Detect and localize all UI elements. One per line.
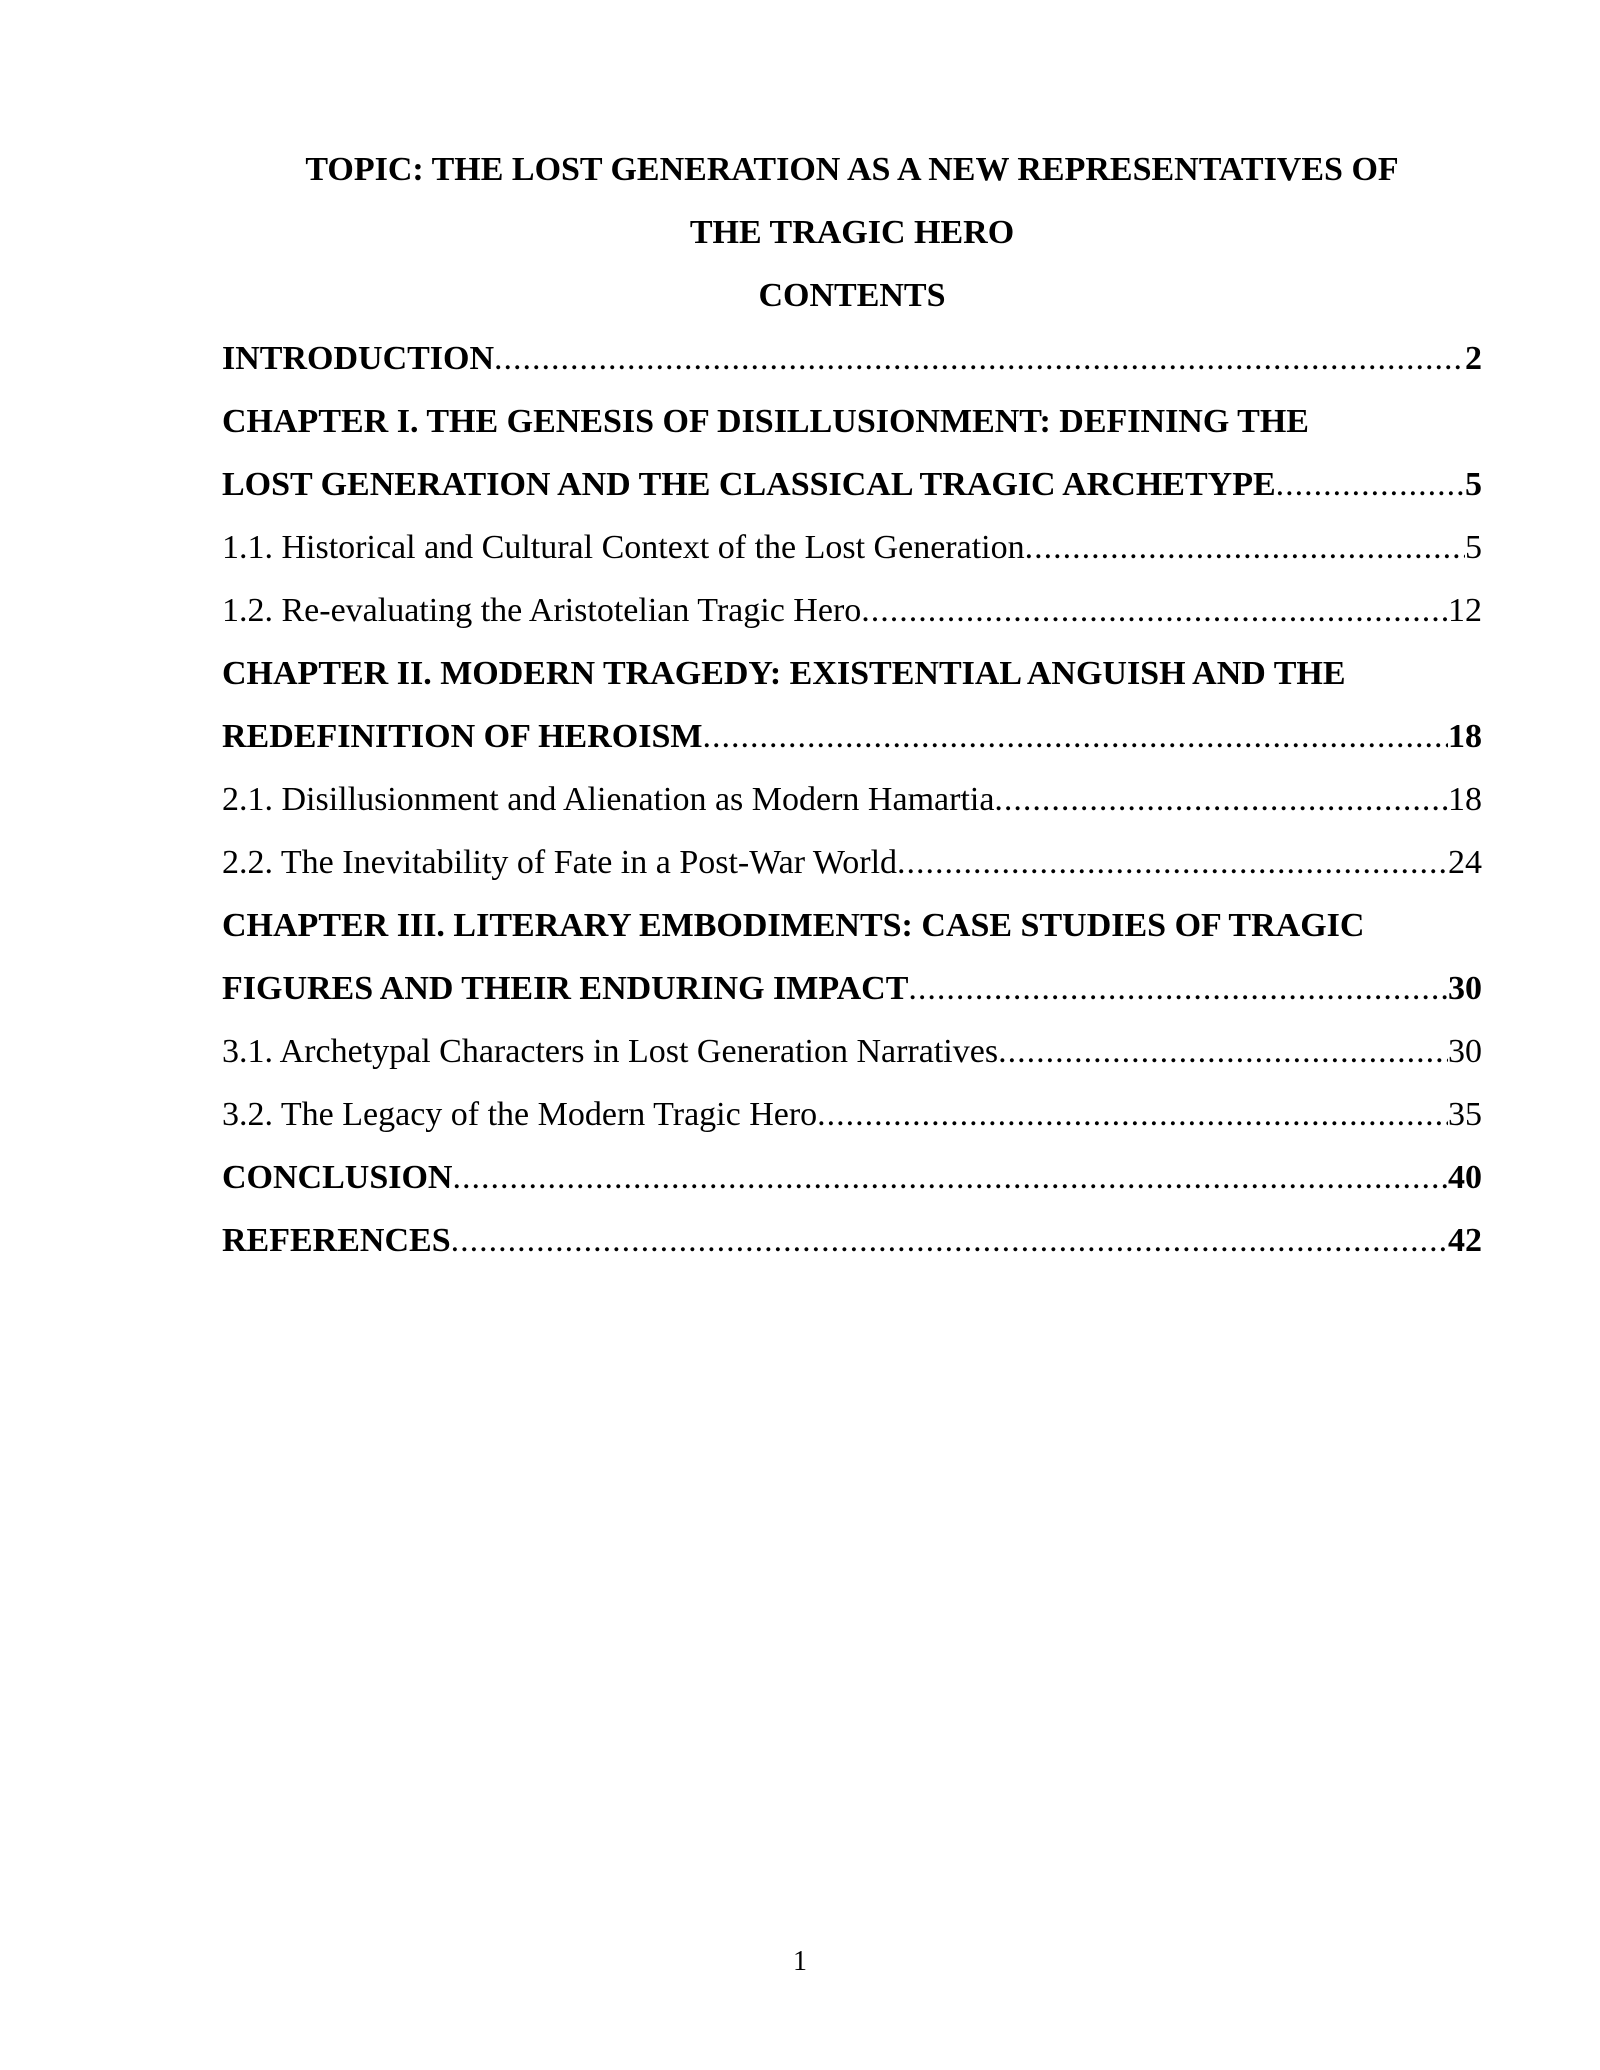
toc-entry-introduction (222, 327, 1482, 390)
toc-page-number: 40 (1448, 1159, 1482, 1196)
toc-entry-section-1-1 (222, 516, 1482, 579)
dot-leader (451, 1209, 1448, 1272)
toc-entry-section-1-2 (222, 579, 1482, 642)
toc-entry-text: CONCLUSION (222, 1159, 453, 1196)
contents-heading: CONTENTS (758, 277, 946, 314)
dot-leader (494, 327, 1465, 390)
toc-page-number: 30 (1448, 1033, 1482, 1070)
toc-entry-text: CHAPTER II. MODERN TRAGEDY: EXISTENTIAL ANGUISH AND THE (222, 655, 1346, 692)
toc-page-number: 24 (1448, 844, 1482, 881)
toc-entry-chapter-3-line-1 (222, 894, 1482, 957)
toc-entry-chapter-2-line-2 (222, 705, 1482, 768)
toc-entry-chapter-1-line-1 (222, 390, 1482, 453)
toc-entry-text: 3.1. Archetypal Characters in Lost Generation Narratives (222, 1033, 999, 1070)
toc-page-number: 18 (1448, 718, 1482, 755)
toc-entry-references (222, 1209, 1482, 1272)
toc-entry-section-2-2 (222, 831, 1482, 894)
toc-entry-section-2-1 (222, 768, 1482, 831)
toc-page-number: 35 (1448, 1096, 1482, 1133)
toc-page-number: 12 (1448, 592, 1482, 629)
dot-leader (994, 768, 1448, 831)
toc-entry-chapter-3-line-2 (222, 957, 1482, 1020)
toc-page-number: 5 (1465, 529, 1482, 566)
toc-entry-text: LOST GENERATION AND THE CLASSICAL TRAGIC ARCHETYPE (222, 466, 1276, 503)
toc-entry-section-3-2 (222, 1083, 1482, 1146)
dot-leader (1276, 453, 1465, 516)
toc-entry-text: REFERENCES (222, 1222, 451, 1259)
toc-entry-text: CHAPTER I. THE GENESIS OF DISILLUSIONMENT: DEFINING THE (222, 403, 1309, 440)
dot-leader (452, 1146, 1448, 1209)
toc-page-number: 42 (1448, 1222, 1482, 1259)
page-number: 1 (793, 1946, 807, 1977)
dot-leader (1025, 516, 1465, 579)
toc-page-number: 2 (1465, 340, 1482, 377)
toc-entry-text: FIGURES AND THEIR ENDURING IMPACT (222, 970, 909, 1007)
toc-page-number: 18 (1448, 781, 1482, 818)
toc-entry-chapter-2-line-1 (222, 642, 1482, 705)
dot-leader (817, 1083, 1448, 1146)
toc-entry-text: 1.2. Re-evaluating the Aristotelian Tragic Hero (222, 592, 862, 629)
toc-entry-text: 2.2. The Inevitability of Fate in a Post-War World (222, 844, 898, 881)
dot-leader (861, 579, 1448, 642)
toc-entry-text: 1.1. Historical and Cultural Context of the Lost Generation (222, 529, 1025, 566)
dot-leader (702, 705, 1448, 768)
topic-title-line-1: TOPIC: THE LOST GENERATION AS A NEW REPRESENTATIVES OF (305, 151, 1399, 188)
toc-entry-text: REDEFINITION OF HEROISM (222, 718, 703, 755)
toc-entry-text: 2.1. Disillusionment and Alienation as Modern Hamartia (222, 781, 995, 818)
toc-entry-conclusion (222, 1146, 1482, 1209)
toc-entry-section-3-1 (222, 1020, 1482, 1083)
dot-leader (908, 957, 1448, 1020)
dot-leader (897, 831, 1448, 894)
topic-title-line-2: THE TRAGIC HERO (689, 214, 1015, 251)
toc-entry-text: CHAPTER III. LITERARY EMBODIMENTS: CASE STUDIES OF TRAGIC (222, 907, 1365, 944)
toc-page-number: 30 (1448, 970, 1482, 1007)
toc-entry-chapter-1-line-2 (222, 453, 1482, 516)
dot-leader (998, 1020, 1448, 1083)
table-of-contents (222, 327, 1482, 1272)
toc-entry-text: 3.2. The Legacy of the Modern Tragic Hero (222, 1096, 818, 1133)
toc-page-number: 5 (1465, 466, 1482, 503)
toc-entry-text: INTRODUCTION (222, 340, 495, 377)
